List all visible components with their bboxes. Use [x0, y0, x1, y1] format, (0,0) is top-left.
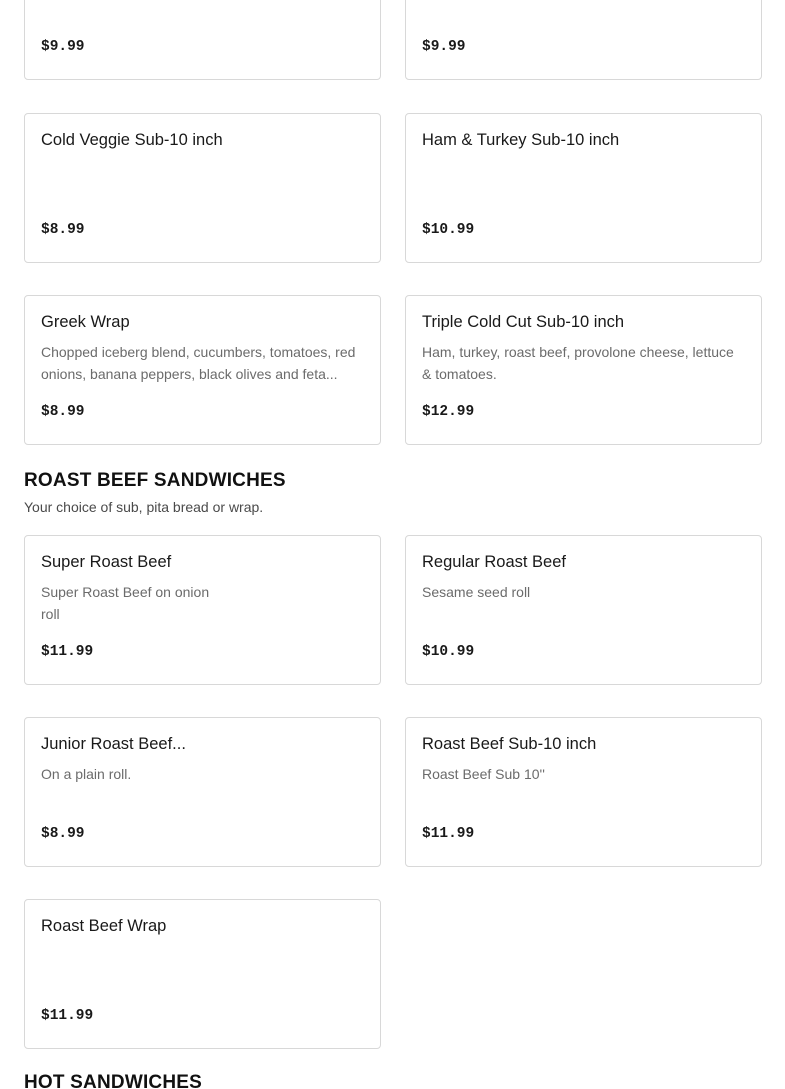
- menu-item-card[interactable]: [24, 295, 381, 445]
- item-name: Cold Veggie Sub-10 inch: [41, 131, 223, 149]
- item-name: Roast Beef Wrap: [41, 917, 167, 935]
- menu-item-card[interactable]: [24, 717, 381, 867]
- menu-item-card[interactable]: [405, 717, 762, 867]
- item-price: $9.99: [41, 39, 85, 55]
- item-price: $8.99: [41, 222, 85, 238]
- menu-item-card[interactable]: [24, 0, 381, 80]
- item-description: Chopped iceberg blend, cucumbers, tomatoes, red onions, banana peppers, black olives and feta...: [41, 344, 356, 382]
- section-subtitle: Your choice of sub, pita bread or wrap.: [24, 499, 264, 515]
- menu-item-card[interactable]: [405, 295, 762, 445]
- item-price: $8.99: [41, 826, 85, 842]
- item-price: $9.99: [422, 39, 466, 55]
- item-description: Sesame seed roll: [422, 584, 531, 600]
- item-description: Super Roast Beef on onion roll: [41, 584, 210, 622]
- section-title: HOT SANDWICHES: [24, 1072, 203, 1089]
- item-price: $11.99: [41, 1008, 94, 1024]
- item-description: On a plain roll.: [41, 766, 132, 782]
- menu-item-card[interactable]: [24, 113, 381, 263]
- item-price: $11.99: [422, 826, 475, 842]
- item-description: Ham, turkey, roast beef, provolone cheese, lettuce & tomatoes.: [422, 344, 734, 382]
- item-price: $8.99: [41, 404, 85, 420]
- item-name: Ham & Turkey Sub-10 inch: [422, 131, 620, 149]
- menu-item-card[interactable]: [24, 899, 381, 1049]
- menu-item-card[interactable]: [405, 0, 762, 80]
- item-description: Roast Beef Sub 10'': [422, 766, 545, 782]
- menu-item-card[interactable]: [405, 535, 762, 685]
- item-name: Triple Cold Cut Sub-10 inch: [422, 313, 625, 331]
- item-name: Super Roast Beef: [41, 553, 172, 571]
- item-name: Junior Roast Beef...: [41, 735, 186, 753]
- menu-item-card[interactable]: [405, 113, 762, 263]
- item-name: Greek Wrap: [41, 313, 130, 331]
- menu-item-card[interactable]: [24, 535, 381, 685]
- item-name: Regular Roast Beef: [422, 553, 566, 571]
- item-name: Roast Beef Sub-10 inch: [422, 735, 597, 753]
- item-price: $12.99: [422, 404, 475, 420]
- item-price: $10.99: [422, 222, 475, 238]
- section-title: ROAST BEEF SANDWICHES: [24, 470, 286, 491]
- item-price: $10.99: [422, 644, 475, 660]
- item-price: $11.99: [41, 644, 94, 660]
